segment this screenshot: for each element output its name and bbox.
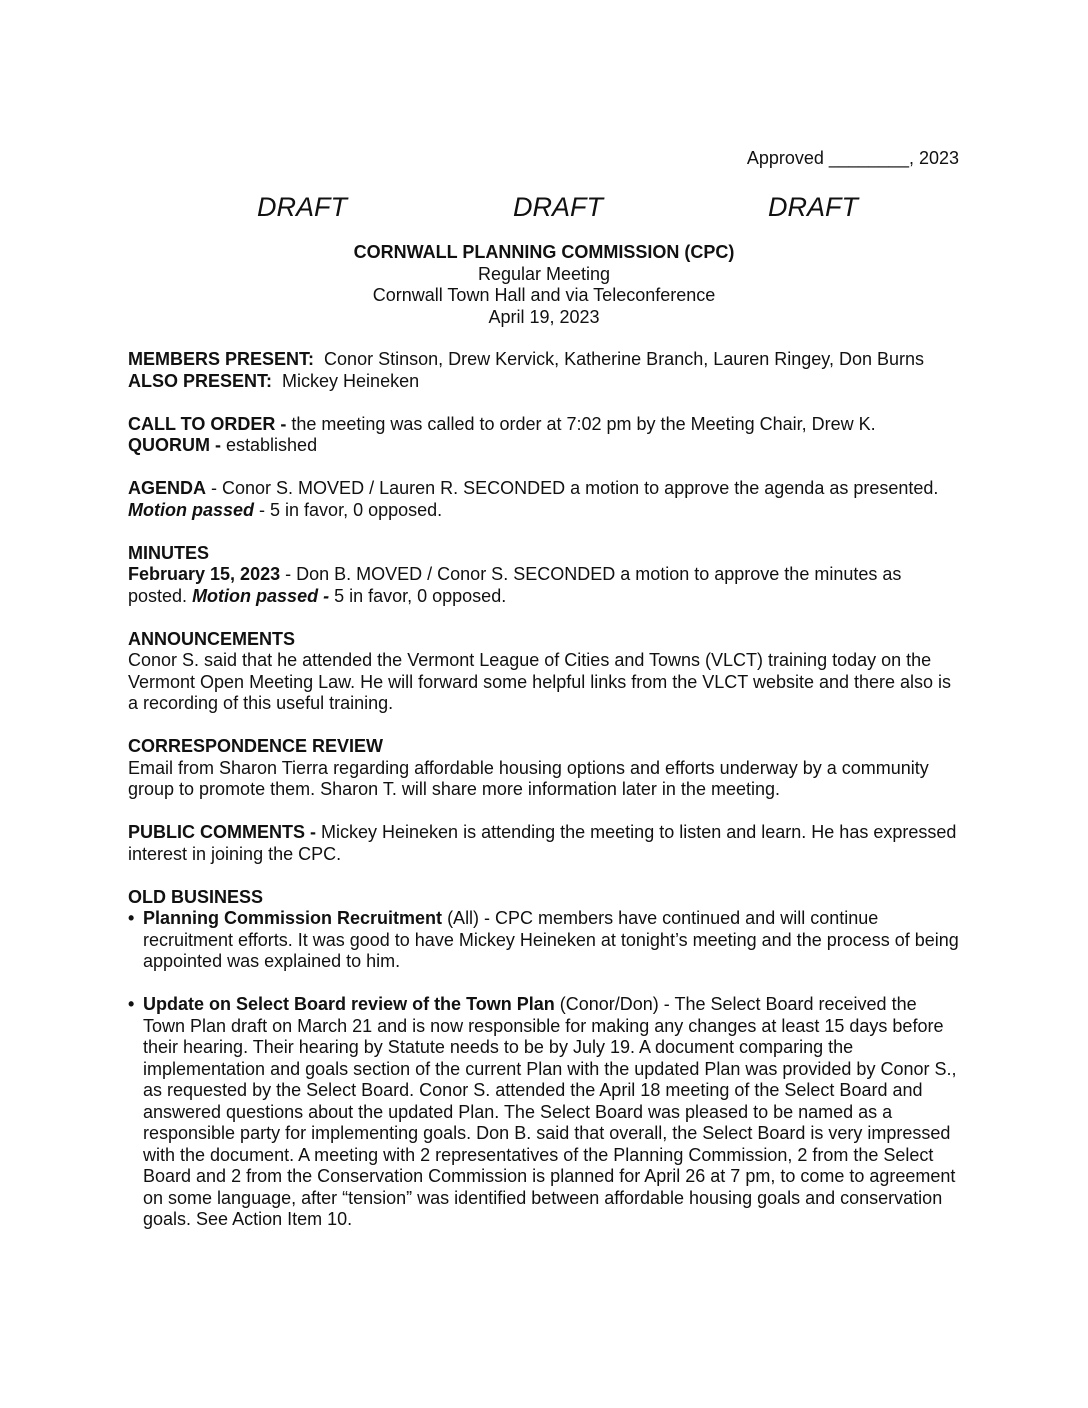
minutes-text: - Don B. MOVED / Conor S. SECONDED a motion to approve the minutes as posted. (128, 564, 902, 606)
public-comments-text: Mickey Heineken is attending the meeting to listen and learn. He has expressed interest in joining the CPC. (128, 822, 957, 864)
members-present-names: Conor Stinson, Drew Kervick, Katherine Branch, Lauren Ringey, Don Burns (324, 349, 925, 369)
list-item (128, 994, 960, 1231)
members-present (128, 349, 960, 371)
also-present-label: ALSO PRESENT: (128, 370, 273, 391)
agenda-result-label: Motion passed (128, 499, 255, 520)
draft-mark: DRAFT (768, 192, 858, 222)
agenda-section (128, 478, 960, 521)
correspondence-text: Email from Sharon Tierra regarding affordable housing options and efforts underway by a community group to promote them. Sharon T. will share more information later in the meeting. (128, 757, 929, 799)
approved-line: Approved ________, 2023 (746, 148, 959, 168)
item-title: Planning Commission Recruitment (143, 908, 443, 928)
correspondence-heading: CORRESPONDENCE REVIEW (128, 736, 384, 756)
meeting-type: Regular Meeting (477, 263, 611, 284)
item-text: (All) - CPC members have continued and will continue recruitment efforts. It was good to have Mickey Heineken at tonight’s meeting and the process of being appointed was explained to him. (143, 908, 959, 971)
old-business-heading: OLD BUSINESS (128, 886, 264, 907)
members-present-label: MEMBERS PRESENT: (128, 349, 315, 369)
quorum-label: QUORUM - (128, 435, 221, 455)
bullet-icon: • (128, 908, 135, 928)
document-title: CORNWALL PLANNING COMMISSION (CPC) (353, 242, 735, 262)
minutes-result-label: Motion passed - (192, 585, 330, 606)
document-header (0, 242, 1088, 328)
minutes-body (128, 349, 960, 1231)
public-comments-label: PUBLIC COMMENTS - (128, 822, 316, 842)
meeting-location: Cornwall Town Hall and via Teleconference (372, 285, 716, 305)
minutes-date: February 15, 2023 (128, 564, 281, 584)
also-present-names: Mickey Heineken (282, 370, 420, 391)
call-to-order-text: the meeting was called to order at 7:02 pm by the Meeting Chair, Drew K. (291, 413, 876, 434)
call-to-order (128, 414, 960, 436)
meeting-date: April 19, 2023 (488, 306, 600, 327)
public-comments (128, 822, 960, 865)
draft-mark: DRAFT (257, 192, 347, 222)
minutes-heading: MINUTES (128, 542, 209, 563)
quorum-text: established (226, 435, 318, 455)
agenda-text: - Conor S. MOVED / Lauren R. SECONDED a motion to approve the agenda as presented. (211, 478, 939, 498)
announcements-heading: ANNOUNCEMENTS (128, 628, 296, 649)
quorum (128, 435, 960, 457)
item-text: (Conor/Don) - The Select Board received the Town Plan draft on March 21 and is now responsible for making any changes at least 15 days before their hearing. Their hearing by Statute needs to be by July 19. A document comparing the implementation and goals section of the current Plan with the updated Plan was provided by Conor S., as requested by the Select Board. Conor S. attended the April 18 meeting of the Select Board and answered questions about the updated Plan. The Select Board was pleased to be named as a responsible party for implementing goals. Don B. said that overall, the Select Board is very impressed with the document. A meeting with 2 representatives of the Planning Commission, 2 from the Select Board and 2 from the Conservation Commission is planned for April 26 at 7 pm, to come to agreement on some language, after “tension” was identified between affordable housing goals and conservation goals. See Action Item 10. (143, 994, 957, 1229)
draft-watermark-row (0, 191, 1088, 223)
call-to-order-label: CALL TO ORDER - (128, 413, 287, 434)
agenda-label: AGENDA (128, 478, 207, 498)
item-title: Update on Select Board review of the Town Plan (143, 994, 555, 1014)
also-present (128, 371, 960, 393)
old-business-list (128, 908, 960, 1231)
list-item (128, 908, 960, 973)
agenda-result-text: - 5 in favor, 0 opposed. (259, 499, 443, 520)
minutes-result-text: 5 in favor, 0 opposed. (329, 585, 507, 606)
minutes-section (128, 564, 960, 607)
bullet-icon: • (128, 994, 135, 1014)
draft-mark: DRAFT (513, 192, 603, 222)
announcements-text: Conor S. said that he attended the Vermont League of Cities and Towns (VLCT) training today on the Vermont Open Meeting Law. He will forward some helpful links from the VLCT website and there also is a recording of this useful training. (128, 650, 952, 713)
